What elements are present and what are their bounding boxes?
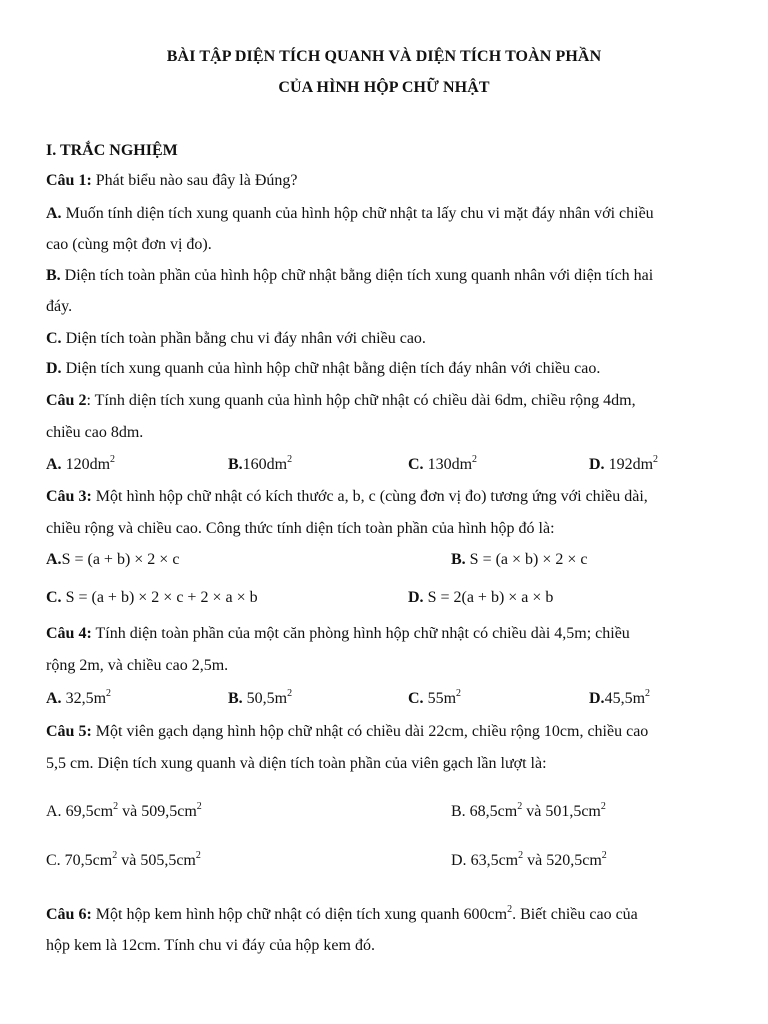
formula: S = (a + b) × 2 × c <box>61 551 180 568</box>
option-value: 505,5cm <box>140 852 196 869</box>
option-label: D. <box>408 589 424 606</box>
document-title-line2: CỦA HÌNH HỘP CHỮ NHẬT <box>278 79 490 96</box>
exponent: 2 <box>645 688 651 699</box>
q4-option-b <box>228 690 292 708</box>
conjunction: và <box>522 803 546 820</box>
q1-option-d <box>46 360 600 378</box>
option-label: C. <box>46 852 61 869</box>
option-label: B. <box>228 456 243 473</box>
option-value: 69,5cm <box>61 803 114 820</box>
question-6-cont: hộp kem là 12cm. Tính chu vi đáy của hộp kem đó. <box>46 937 375 954</box>
q1-option-a-cont: cao (cùng một đơn vị đo). <box>46 236 212 253</box>
exponent: 2 <box>287 688 293 699</box>
exponent: 2 <box>195 850 201 861</box>
q5-option-d <box>451 852 607 870</box>
option-value: 520,5cm <box>546 852 602 869</box>
exponent: 2 <box>472 454 478 465</box>
q1-option-c <box>46 330 426 348</box>
question-2-cont: chiều cao 8dm. <box>46 424 144 441</box>
q3-option-a <box>46 551 179 569</box>
option-value: 120dm <box>61 456 111 473</box>
q3-option-b <box>451 551 588 569</box>
formula: S = (a + b) × 2 × c + 2 × a × b <box>65 589 258 606</box>
question-text: : Tính diện tích xung quanh của hình hộp chữ nhật có chiều dài 6dm, chiều rộng 4dm, <box>86 392 636 409</box>
q1-option-b-cont: đáy. <box>46 298 73 315</box>
q4-option-c <box>408 690 461 708</box>
conjunction: và <box>117 852 141 869</box>
q5-option-b <box>451 803 606 821</box>
conjunction: và <box>118 803 142 820</box>
question-1 <box>46 172 298 190</box>
option-label: D. <box>46 360 62 377</box>
q1-option-b <box>46 267 653 285</box>
exponent: 2 <box>196 801 202 812</box>
option-value: 130dm <box>423 456 473 473</box>
question-2 <box>46 392 636 410</box>
question-3 <box>46 488 648 506</box>
exponent: 2 <box>601 850 607 861</box>
question-label: Câu 2 <box>46 392 87 409</box>
option-value: 63,5cm <box>466 852 519 869</box>
question-text: Một viên gạch dạng hình hộp chữ nhật có chiều dài 22cm, chiều rộng 10cm, chiều cao <box>91 723 649 740</box>
option-text: Diện tích xung quanh của hình hộp chữ nhật bằng diện tích đáy nhân với chiều cao. <box>61 360 601 377</box>
q4-option-d <box>589 690 650 708</box>
option-label: D. <box>451 852 467 869</box>
option-label: A. <box>46 551 62 568</box>
question-3-cont: chiều rộng và chiều cao. Công thức tính diện tích toàn phần của hình hộp đó là: <box>46 520 555 537</box>
question-label: Câu 1: <box>46 172 92 189</box>
question-4-cont: rộng 2m, và chiều cao 2,5m. <box>46 657 229 674</box>
option-value: 160dm <box>242 456 288 473</box>
exponent: 2 <box>600 801 606 812</box>
exponent: 2 <box>517 801 523 812</box>
option-label: D. <box>589 690 605 707</box>
option-value: 55m <box>423 690 457 707</box>
q2-option-b <box>228 456 292 474</box>
q3-option-c <box>46 589 258 607</box>
option-label: C. <box>46 330 62 347</box>
option-value: 45,5m <box>604 690 646 707</box>
option-label: D. <box>589 456 605 473</box>
exponent: 2 <box>110 454 116 465</box>
q5-option-c <box>46 852 201 870</box>
question-4 <box>46 625 630 643</box>
exponent: 2 <box>113 801 119 812</box>
q2-option-a <box>46 456 115 474</box>
exponent: 2 <box>653 454 659 465</box>
question-text: Phát biểu nào sau đây là Đúng? <box>91 172 298 189</box>
option-label: C. <box>408 690 424 707</box>
option-label: B. <box>46 267 61 284</box>
option-label: A. <box>46 205 62 222</box>
option-label: B. <box>228 690 243 707</box>
question-label: Câu 6: <box>46 906 92 923</box>
q2-option-d <box>589 456 658 474</box>
option-label: B. <box>451 803 466 820</box>
option-value: 70,5cm <box>60 852 113 869</box>
question-label: Câu 3: <box>46 488 92 505</box>
option-value: 68,5cm <box>465 803 518 820</box>
q2-option-c <box>408 456 477 474</box>
option-value: 509,5cm <box>141 803 197 820</box>
question-label: Câu 4: <box>46 625 92 642</box>
option-value: 501,5cm <box>545 803 601 820</box>
question-text: . Biết chiều cao của <box>512 906 638 923</box>
exponent: 2 <box>287 454 293 465</box>
question-5-cont: 5,5 cm. Diện tích xung quanh và diện tích toàn phần của viên gạch lần lượt là: <box>46 755 547 772</box>
option-text: Diện tích toàn phần bằng chu vi đáy nhân với chiều cao. <box>61 330 426 347</box>
formula: S = (a × b) × 2 × c <box>469 551 588 568</box>
option-label: A. <box>46 456 62 473</box>
exponent: 2 <box>507 904 513 915</box>
exponent: 2 <box>112 850 118 861</box>
question-5 <box>46 723 648 741</box>
document-title-line1: BÀI TẬP DIỆN TÍCH QUANH VÀ DIỆN TÍCH TOÀN PHẦN <box>166 48 602 65</box>
option-value: 50,5m <box>242 690 288 707</box>
exponent: 2 <box>518 850 524 861</box>
option-text: Diện tích toàn phần của hình hộp chữ nhật bằng diện tích xung quanh nhân với diện tích hai <box>60 267 654 284</box>
q5-option-a <box>46 803 202 821</box>
section-heading: I. TRẮC NGHIỆM <box>46 142 178 159</box>
question-6 <box>46 906 638 924</box>
option-value: 192dm <box>604 456 654 473</box>
option-label: C. <box>46 589 62 606</box>
question-label: Câu 5: <box>46 723 92 740</box>
question-text: Tính diện toàn phần của một căn phòng hình hộp chữ nhật có chiều dài 4,5m; chiều <box>91 625 630 642</box>
q1-option-a <box>46 205 654 223</box>
exponent: 2 <box>106 688 112 699</box>
conjunction: và <box>523 852 547 869</box>
q4-option-a <box>46 690 111 708</box>
option-label: A. <box>46 803 62 820</box>
q3-option-d <box>408 589 553 607</box>
option-text: Muốn tính diện tích xung quanh của hình hộp chữ nhật ta lấy chu vi mặt đáy nhân với chiều <box>61 205 654 222</box>
option-label: C. <box>408 456 424 473</box>
exponent: 2 <box>456 688 462 699</box>
option-label: A. <box>46 690 62 707</box>
option-label: B. <box>451 551 466 568</box>
formula: S = 2(a + b) × a × b <box>427 589 554 606</box>
question-text: Một hình hộp chữ nhật có kích thước a, b, c (cùng đơn vị đo) tương ứng với chiều dài, <box>91 488 648 505</box>
question-text: Một hộp kem hình hộp chữ nhật có diện tích xung quanh <box>91 906 464 923</box>
option-value: 32,5m <box>61 690 107 707</box>
area-value: 600cm <box>463 906 508 923</box>
